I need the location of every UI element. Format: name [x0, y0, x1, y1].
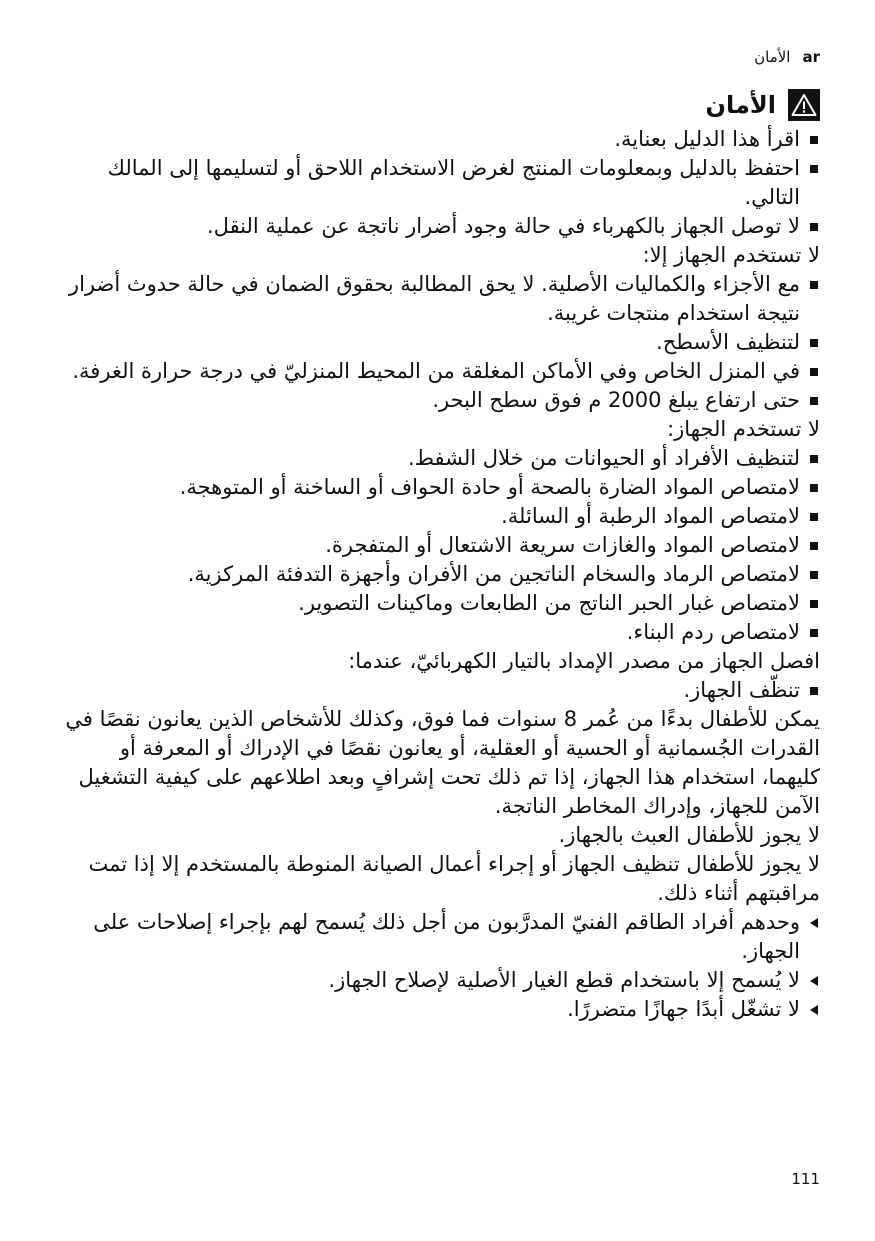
list-item: لامتصاص الرماد والسخام الناتجين من الأفران وأجهزة التدفئة المركزية.: [55, 560, 820, 589]
list-item: لامتصاص غبار الحبر الناتج من الطابعات وماكينات التصوير.: [55, 589, 820, 618]
repair-list: [55, 908, 820, 1024]
intro-do-not-use: لا تستخدم الجهاز:: [667, 417, 820, 441]
list-item: لتنظيف الأسطح.: [55, 328, 820, 357]
list-item: تنظّف الجهاز.: [55, 676, 820, 705]
language-code: ar: [802, 48, 820, 66]
list-item: لا يُسمح إلا باستخدام قطع الغيار الأصلية لإصلاح الجهاز.: [55, 966, 820, 995]
list-item: حتى ارتفاع يبلغ 2000 م فوق سطح البحر.: [55, 386, 820, 415]
running-header-section: الأمان: [754, 48, 791, 66]
list-item: احتفظ بالدليل وبمعلومات المنتج لغرض الاستخدام اللاحق أو لتسليمها إلى المالك التالي.: [55, 154, 820, 212]
list-item: لامتصاص المواد الضارة بالصحة أو حادة الحواف أو الساخنة أو المتوهجة.: [55, 473, 820, 502]
list-item: لامتصاص ردم البناء.: [55, 618, 820, 647]
document-page: [55, 40, 820, 1024]
unplug-list: [55, 676, 820, 705]
warning-triangle-icon: [788, 89, 820, 121]
general-safety-list: [55, 125, 820, 241]
page-number: 111: [791, 1170, 820, 1188]
list-item: لا توصل الجهاز بالكهرباء في حالة وجود أضرار ناتجة عن عملية النقل.: [55, 212, 820, 241]
no-play-paragraph: لا يجوز للأطفال العبث بالجهاز.: [558, 823, 820, 847]
list-item: مع الأجزاء والكماليات الأصلية. لا يحق المطالبة بحقوق الضمان في حالة حدوث أضرار نتيجة استخدام منتجات غريبة.: [55, 270, 820, 328]
list-item: لا تشغّل أبدًا جهازًا متضررًا.: [55, 995, 820, 1024]
no-clean-paragraph: لا يجوز للأطفال تنظيف الجهاز أو إجراء أعمال الصيانة المنوطة بالمستخدم إلا إذا تمت مراقبتهم أثناء ذلك.: [88, 852, 820, 905]
children-paragraph: يمكن للأطفال بدءًا من عُمر 8 سنوات فما فوق، وكذلك للأشخاص الذين يعانون نقصًا في القدرات الجُسمانية أو الحسية أو العقلية، أو يعانون نقصًا في الإدراك أو المعرفة أو كليهما، استخدام هذا الجهاز، إذا تم ذلك تحت إشرافٍ وبعد اطلاعهم على كيفية التشغيل الآمن للجهاز، وإدراك المخاطر الناتجة.: [65, 707, 820, 818]
list-item: لتنظيف الأفراد أو الحيوانات من خلال الشفط.: [55, 444, 820, 473]
intro-unplug: افصل الجهاز من مصدر الإمداد بالتيار الكهربائيّ، عندما:: [348, 649, 820, 673]
prohibited-use-list: [55, 444, 820, 647]
intro-only-use: لا تستخدم الجهاز إلا:: [642, 243, 820, 267]
list-item: في المنزل الخاص وفي الأماكن المغلقة من المحيط المنزليّ في درجة حرارة الغرفة.: [55, 357, 820, 386]
list-item: لامتصاص المواد والغازات سريعة الاشتعال أو المتفجرة.: [55, 531, 820, 560]
list-item: لامتصاص المواد الرطبة أو السائلة.: [55, 502, 820, 531]
section-heading: [55, 85, 820, 125]
page-title: الأمان: [705, 90, 776, 119]
intended-use-list: [55, 270, 820, 415]
list-item: وحدهم أفراد الطاقم الفنيّ المدرَّبون من أجل ذلك يُسمح لهم بإجراء إصلاحات على الجهاز.: [55, 908, 820, 966]
list-item: اقرأ هذا الدليل بعناية.: [55, 125, 820, 154]
